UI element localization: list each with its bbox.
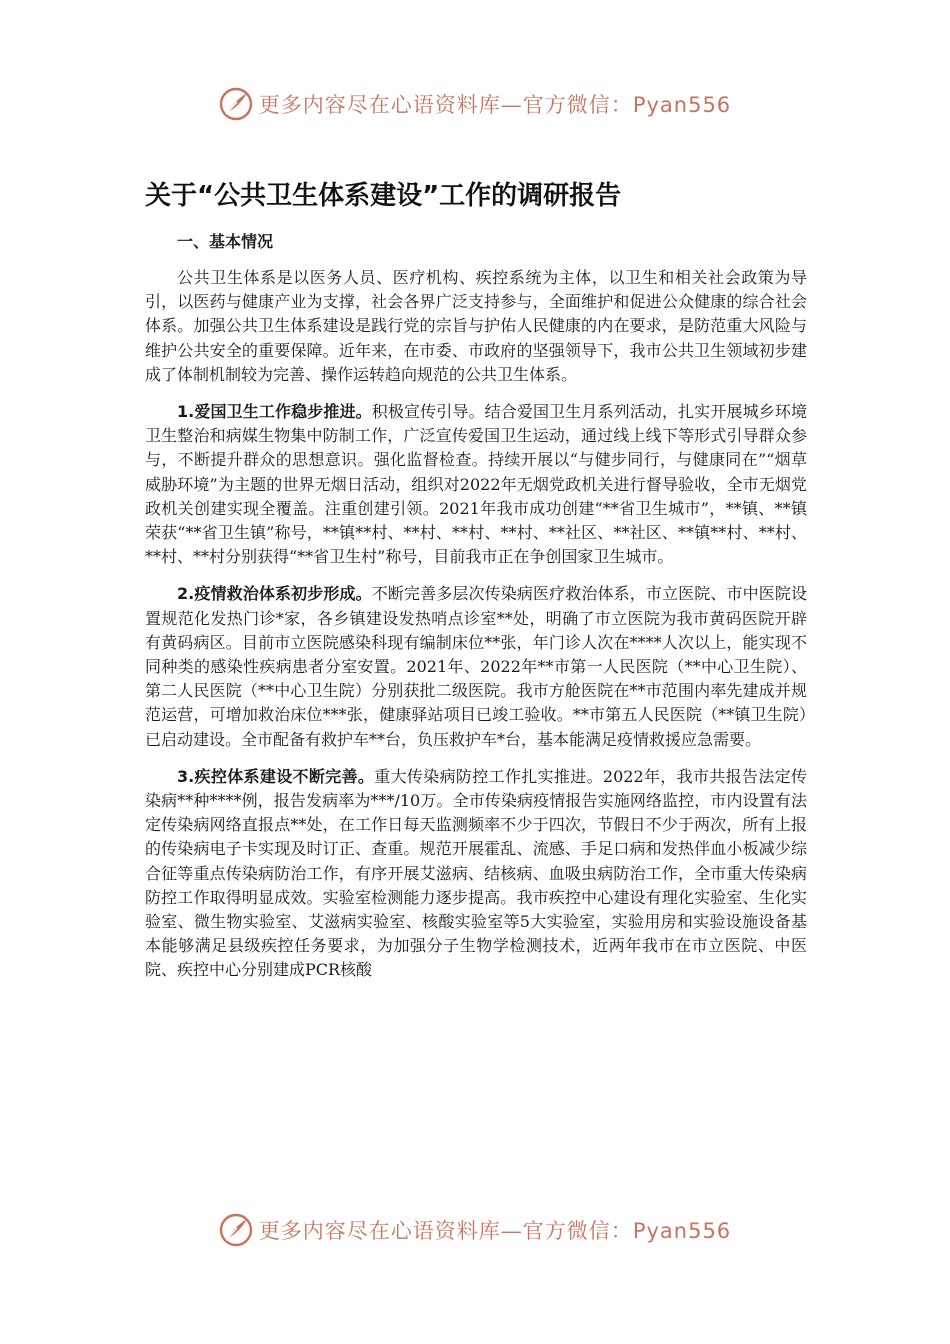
paragraph-lead: 2.疫情救治体系初步形成。 xyxy=(177,584,372,604)
feather-pen-logo-icon xyxy=(219,1213,253,1247)
paragraph-item xyxy=(145,582,807,751)
paragraph-lead: 1.爱国卫生工作稳步推进。 xyxy=(177,402,372,422)
intro-paragraph: 公共卫生体系是以医务人员、医疗机构、疾控系统为主体，以卫生和相关社会政策为导引，以医药与健康产业为支撑，社会各界广泛支持参与，全面维护和促进公众健康的综合社会体系。加强公共卫生体系建设是践行党的宗旨与护佑人民健康的内在要求，是防范重大风险与维护公共安全的重要保障。近年来，在市委、市政府的坚强领导下，我市公共卫生领域初步建成了体制机制较为完善、操作运转趋向规范的公共卫生体系。 xyxy=(145,268,807,384)
paragraph-text: 积极宣传引导。结合爱国卫生月系列活动，扎实开展城乡环境卫生整治和病媒生物集中防制工作，广泛宣传爱国卫生运动，通过线上线下等形式引导群众参与，不断提升群众的思想意识。强化监督检查。持续开展以“与健步同行，与健康同在”“烟草威胁环境”为主题的世界无烟日活动，组织对2022年无烟党政机关进行督导验收，全市无烟党政机关创建实现全覆盖。注重创建引领。2021年我市成功创建“**省卫生城市”，**镇、**镇荣获“**省卫生镇”称号，**镇**村、**村、**村、**村、**社区、**社区、**镇**村、**村、**村、**村分别获得“**省卫生村”称号，目前我市正在争创国家卫生城市。 xyxy=(145,402,807,567)
paragraph-lead: 3.疾控体系建设不断完善。 xyxy=(177,766,375,786)
document-title: 关于“公共卫生体系建设”工作的调研报告 xyxy=(145,181,622,211)
paragraph-item xyxy=(145,765,807,983)
feather-pen-logo-icon xyxy=(219,87,253,121)
watermark-banner-bottom xyxy=(0,1210,950,1250)
watermark-banner-top xyxy=(0,84,950,124)
paragraph-text: 重大传染病防控工作扎实推进。2022年，我市共报告法定传染病**种****例，报告发病率为***/10万。全市传染病疫情报告实施网络监控，市内设置有法定传染病网络直报点**处，在工作日每天监测频率不少于四次，节假日不少于两次，所有上报的传染病电子卡实现及时订正、查重。规范开展霍乱、流感、手足口病和发热伴血小板减少综合征等重点传染病防治工作，有序开展艾滋病、结核病、血吸虫病防治工作，全市重大传染病防控工作取得明显成效。实验室检测能力逐步提高。我市疾控中心建设有理化实验室、生化实验室、微生物实验室、艾滋病实验室、核酸实验室等5大实验室，实验用房和实验设施设备基本能够满足县级疾控任务要求，为加强分子生物学检测技术，近两年我市在市立医院、中医院、疾控中心分别建成PCR核酸 xyxy=(145,766,807,980)
watermark-text: 更多内容尽在心语资料库—官方微信：Pyan556 xyxy=(258,93,732,117)
paragraph-text: 不断完善多层次传染病医疗救治体系，市立医院、市中医院设置规范化发热门诊*家，各乡镇建设发热哨点诊室**处，明确了市立医院为我市黄码医院开辟有黄码病区。目前市立医院感染科现有编制床位**张，年门诊人次在****人次以上，能实现不同种类的感染性疾病患者分室安置。2021年、2022年**市第一人民医院（**中心卫生院）、第二人民医院（**中心卫生院）分别获批二级医院。我市方舱医院在**市范围内率先建成并规范运营，可增加救治床位***张，健康驿站项目已竣工验收。**市第五人民医院（**镇卫生院）已启动建设。全市配备有救护车**台，负压救护车*台，基本能满足疫情救援应急需要。 xyxy=(145,584,807,749)
section-heading: 一、基本情况 xyxy=(177,232,274,251)
document-body xyxy=(145,228,807,996)
watermark-text: 更多内容尽在心语资料库—官方微信：Pyan556 xyxy=(258,1219,732,1243)
paragraph-item xyxy=(145,400,807,569)
